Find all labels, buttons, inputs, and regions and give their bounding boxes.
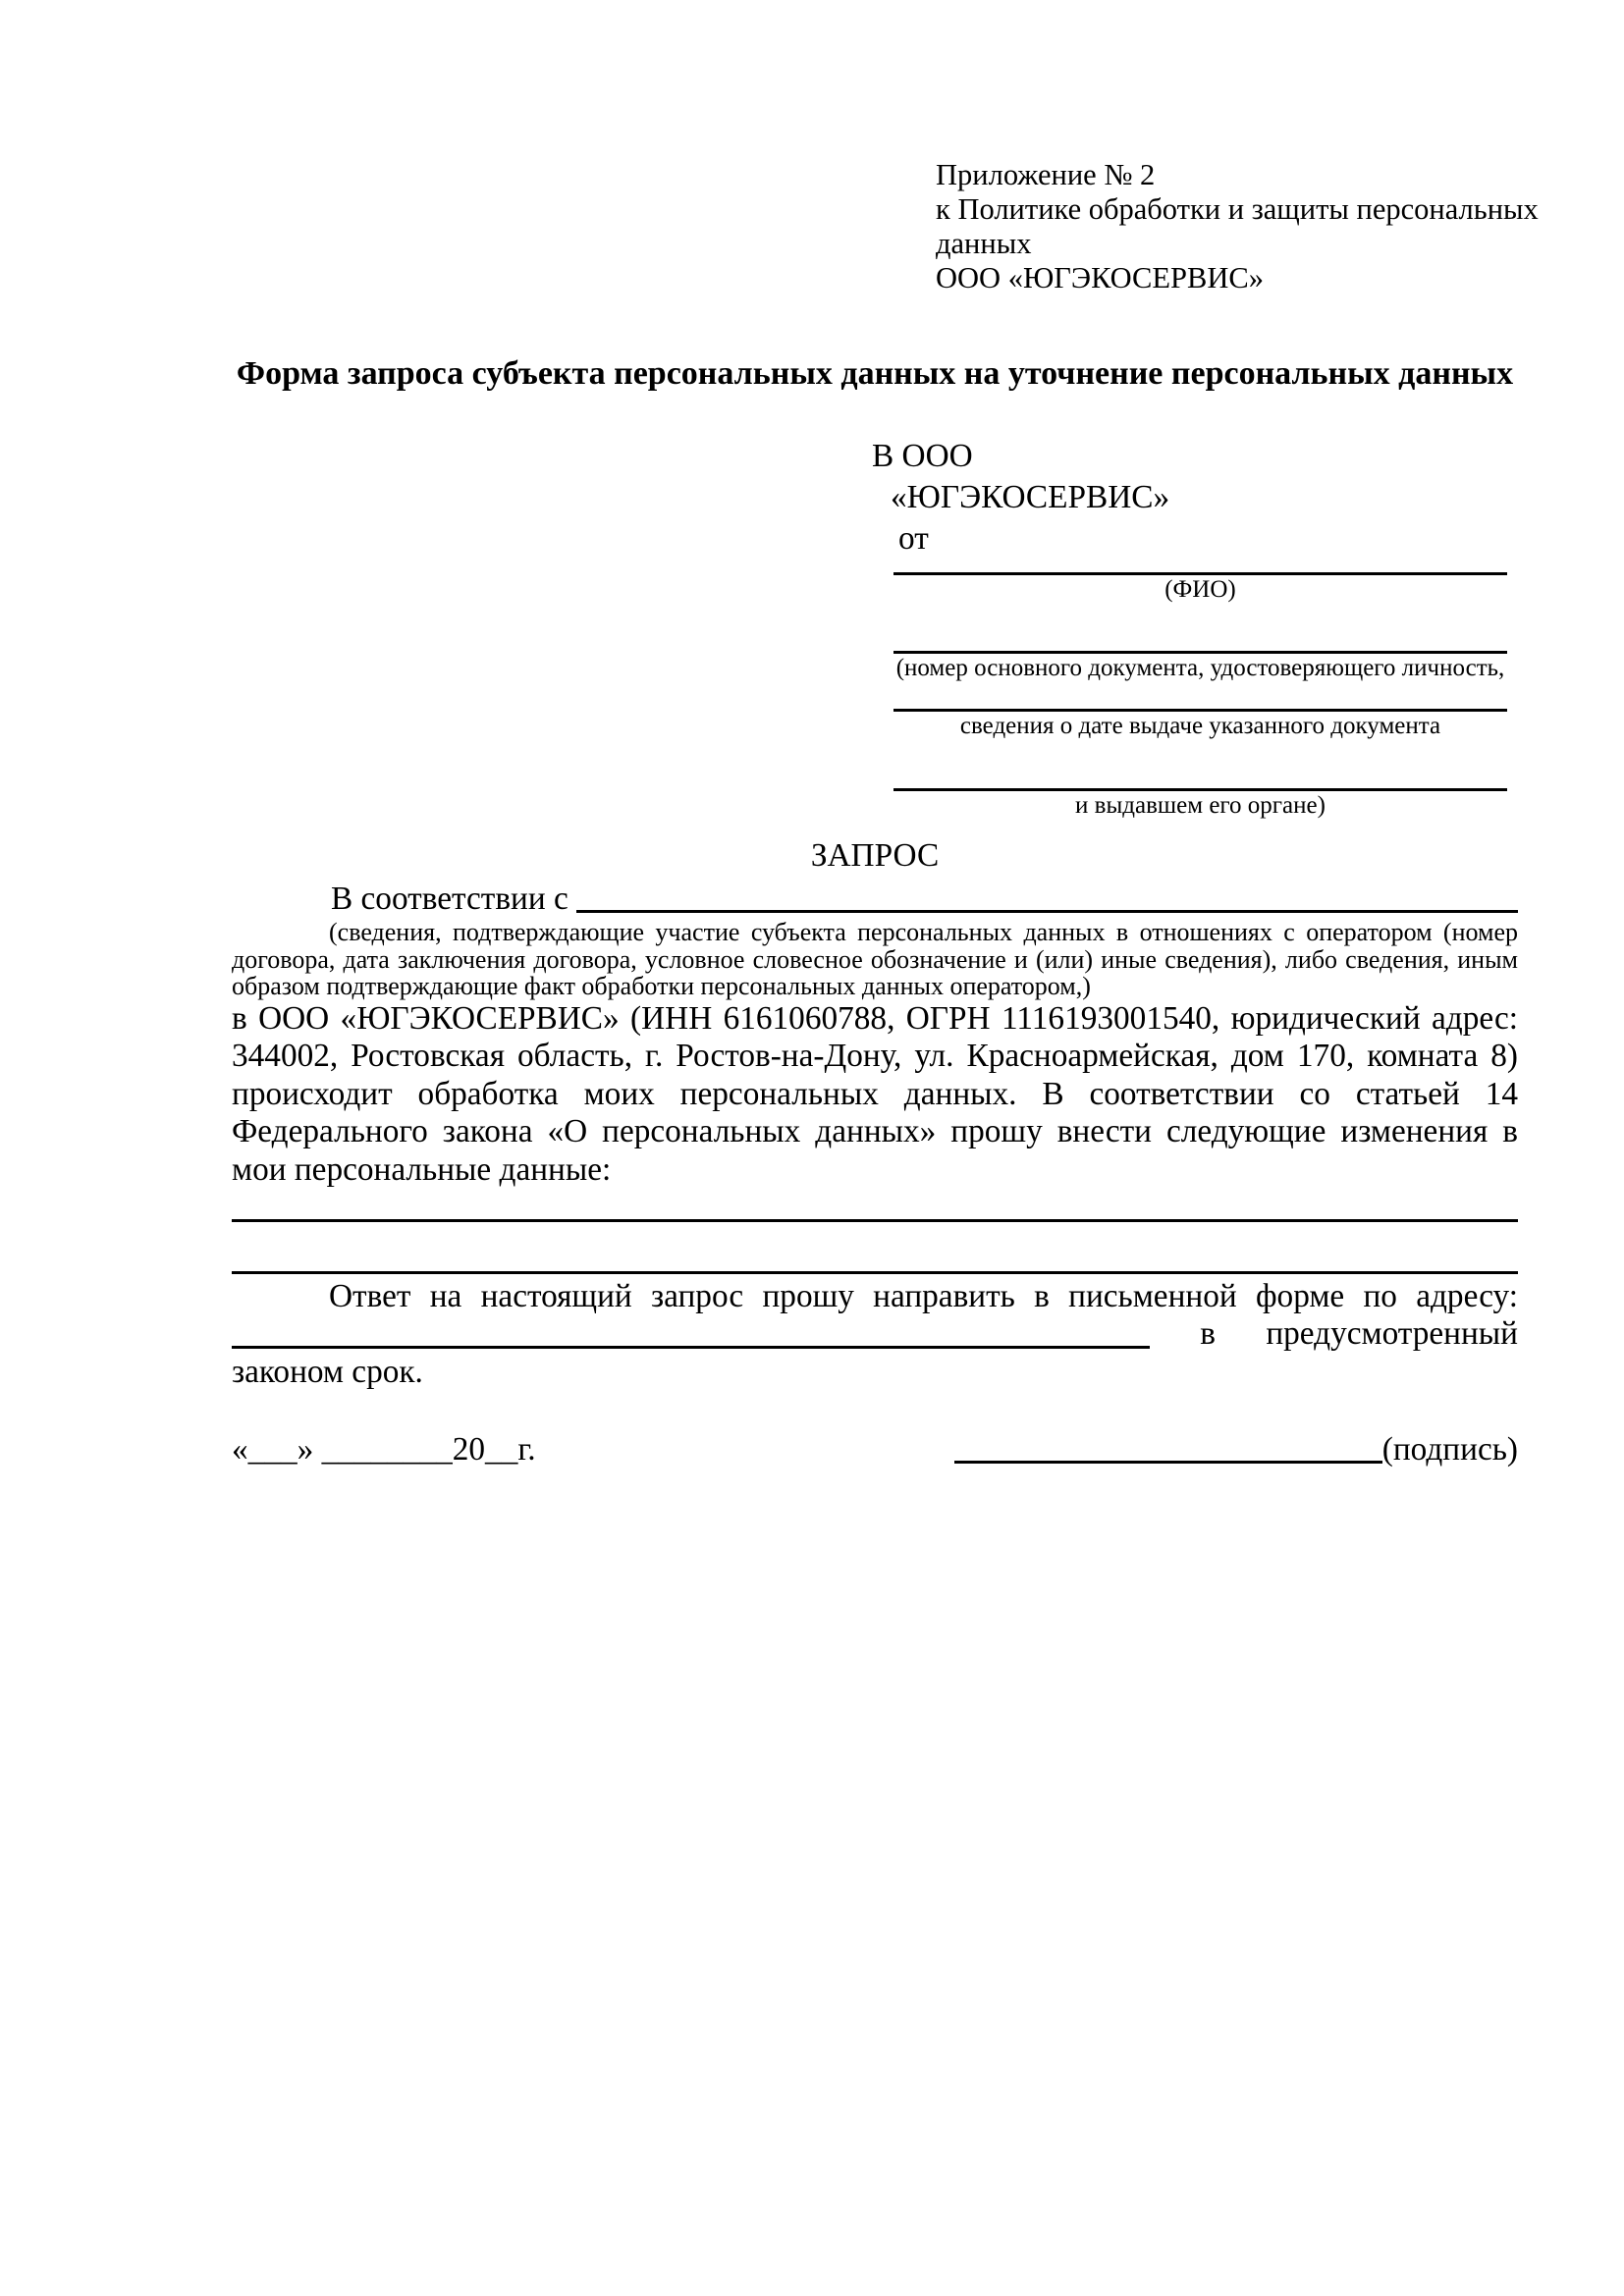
signature-row [232, 1431, 1518, 1469]
addressee-company: «ЮГЭКОСЕРВИС» [891, 479, 1170, 515]
appendix-line-3: данных [936, 227, 1032, 260]
answer-word-prescribed: предусмотренный [1266, 1315, 1518, 1353]
issue-date-caption: сведения о дате выдаче указанного документа [959, 713, 1441, 739]
addressee-fields [893, 560, 1507, 821]
fio-blank-line[interactable] [893, 560, 1507, 575]
address-blank-line[interactable] [232, 1346, 1150, 1349]
addressee-from-label: от [898, 520, 929, 557]
issue-authority-blank-line[interactable] [893, 741, 1507, 791]
accordance-label: В соответствии с [331, 880, 568, 917]
accordance-blank-line[interactable] [576, 910, 1518, 913]
accordance-row [232, 881, 1518, 919]
appendix-line-2: к Политике обработки и защиты персональных [936, 192, 1539, 226]
issue-date-blank-line[interactable] [893, 683, 1507, 712]
doc-number-blank-line[interactable] [893, 605, 1507, 654]
addressee-to: В ООО [872, 438, 973, 474]
document-title: Форма запроса субъекта персональных данных на уточнение персональных данных [236, 355, 1514, 392]
document-content [232, 0, 1539, 1469]
appendix-line-4: ООО «ЮГЭКОСЕРВИС» [936, 261, 1264, 294]
footnote: (сведения, подтверждающие участие субъекта персональных данных в отношениях с оператором (номер договора, дата заключения договора, условное словесное обозначение и (или) иные сведения), либо сведения, иным образом подтверждающие факт обработки персональных данных оператором,) [232, 918, 1518, 1001]
request-body: в ООО «ЮГЭКОСЕРВИС» (ИНН 6161060788, ОГРН 1116193001540, юридический адрес: 344002, Ростовская область, г. Ростов-на-Дону, ул. Красноармейская, дом 170, комната 8) происходит обработка моих персональных данных. В соответствии со статьей 14 Федерального закона «О персональных данных» прошу внести следующие изменения в мои персональные данные: [232, 999, 1518, 1189]
changes-blank-line-1[interactable] [232, 1190, 1518, 1222]
answer-tail: законом срок. [232, 1353, 423, 1390]
addressee-block [232, 436, 1518, 821]
request-heading: ЗАПРОС [810, 837, 940, 874]
issue-authority-caption: и выдавшем его органе) [1075, 792, 1326, 819]
signature-caption: (подпись) [1381, 1431, 1518, 1468]
fio-caption: (ФИО) [1164, 576, 1236, 603]
answer-intro: Ответ на настоящий запрос прошу направить в письменной форме по адресу: [329, 1277, 1518, 1314]
answer-word-in: в [1200, 1315, 1217, 1353]
changes-blank-line-2[interactable] [232, 1222, 1518, 1274]
signature-blank-line[interactable] [954, 1461, 1382, 1464]
appendix-block [936, 0, 1539, 295]
signature-group [954, 1431, 1518, 1469]
answer-address-row [232, 1315, 1518, 1354]
date-field[interactable]: «___» ________20__г. [232, 1431, 536, 1468]
appendix-line-1: Приложение № 2 [936, 158, 1156, 191]
doc-number-caption: (номер основного документа, удостоверяющего личность, [895, 655, 1505, 681]
